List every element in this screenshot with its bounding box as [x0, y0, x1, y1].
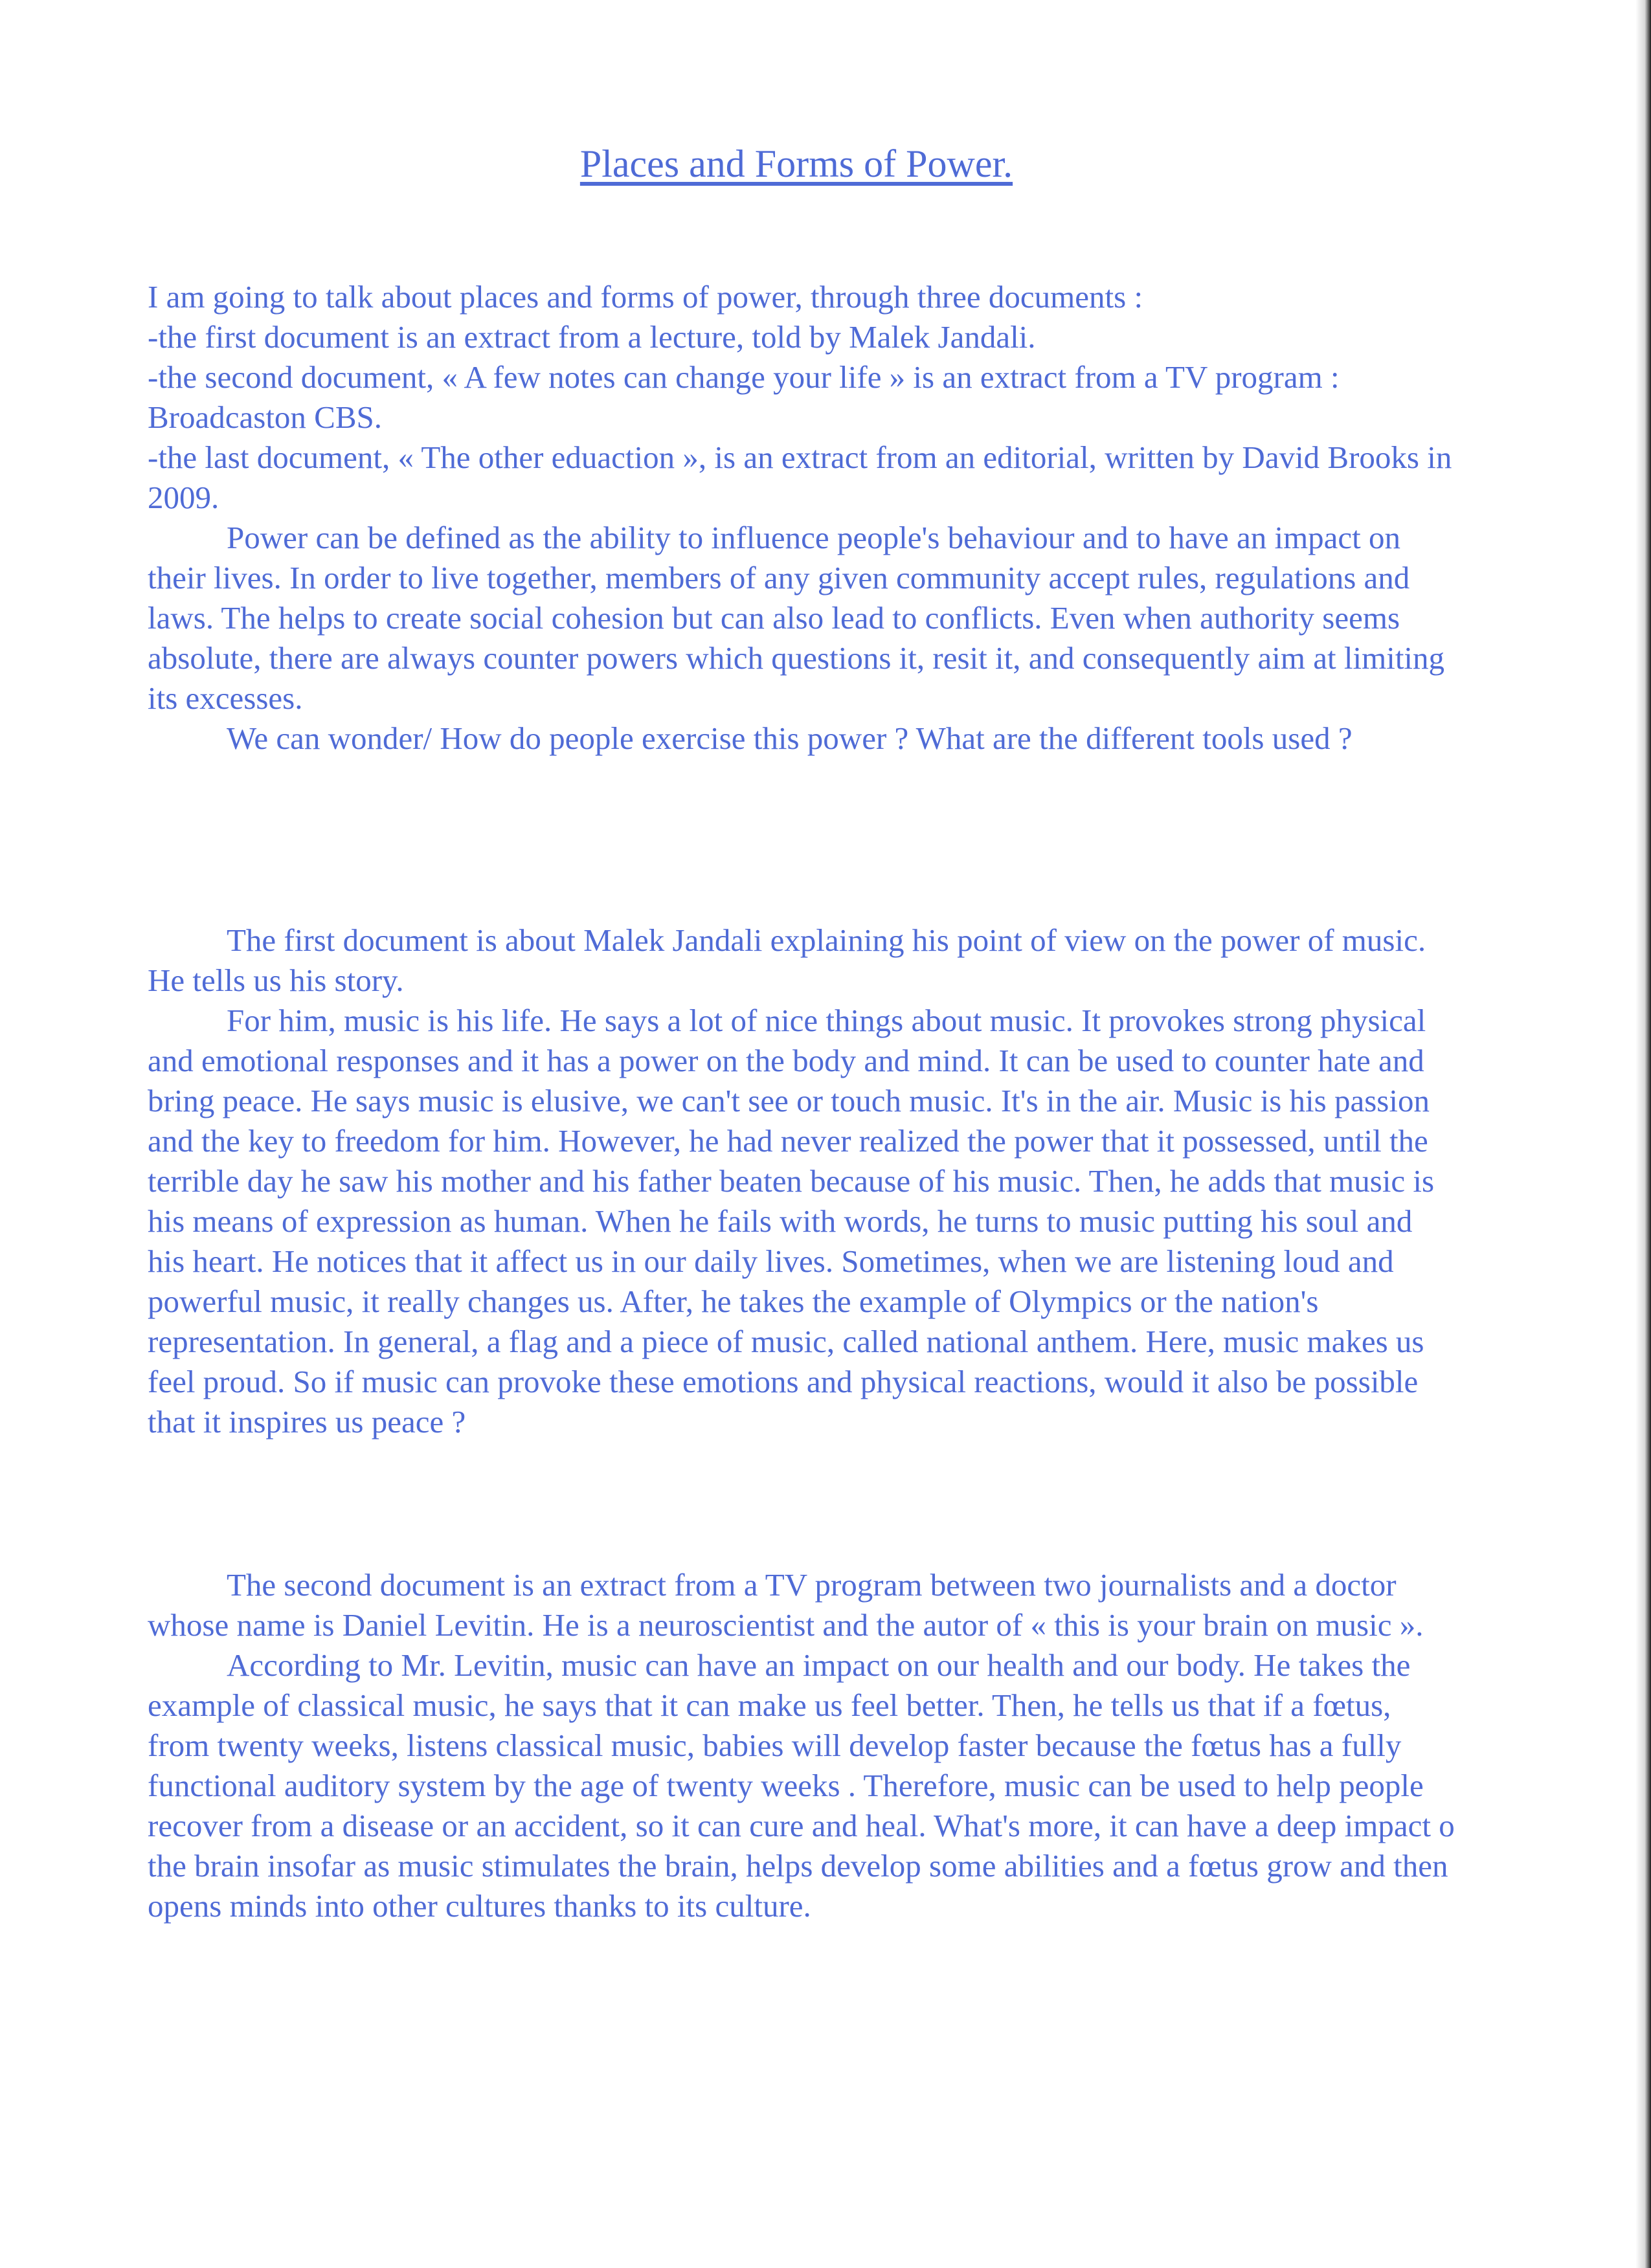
intro-paragraph-power-definition: Power can be defined as the ability to influence people's behaviour and to have an impact on their lives. In order to live together, members of any given community accept rules, regulations and laws. The helps to create social cohesion but can also lead to conflicts. Even when authority seems absolute, there are always counter powers which questions it, resit it, and consequently aim at limiting its excesses.	[148, 520, 1445, 716]
intro-paragraph-questions: We can wonder/ How do people exercise this power ? What are the different tools used ?	[227, 720, 1353, 756]
first-document-section	[148, 920, 1455, 1442]
document-title: Places and Forms of Power.	[579, 142, 1013, 185]
intro-line: -the first document is an extract from a lecture, told by Malek Jandali.	[148, 319, 1036, 355]
doc2-paragraph-intro: The second document is an extract from a TV program between two journalists and a doctor whose name is Daniel Levitin. He is a neuroscientist and the autor of « this is your brain on music ».	[148, 1567, 1424, 1643]
intro-line: I am going to talk about places and forms of power, through three documents :	[148, 279, 1143, 315]
intro-line: -the second document, « A few notes can change your life » is an extract from a TV program : Broadcaston CBS.	[148, 359, 1340, 435]
intro-line: -the last document, « The other eduaction », is an extract from an editorial, written by David Brooks in 2009.	[148, 439, 1452, 515]
doc2-paragraph-body: According to Mr. Levitin, music can have an impact on our health and our body. He takes the example of classical music, he says that it can make us feel better. Then, he tells us that if a fœtus, from twenty weeks, listens classical music, babies will develop faster because the fœtus has a fully functional auditory system by the age of twenty weeks . Therefore, music can be used to help people recover from a disease or an accident, so it can cure and heal. What's more, it can have a deep impact o the brain insofar as music stimulates the brain, helps develop some abilities and a fœtus grow and then opens minds into other cultures thanks to its culture.	[148, 1647, 1455, 1924]
introduction-section	[148, 277, 1455, 759]
scan-edge-shadow	[1635, 0, 1651, 2268]
second-document-section	[148, 1565, 1455, 1926]
doc1-paragraph-body: For him, music is his life. He says a lot of nice things about music. It provokes strong physical and emotional responses and it has a power on the body and mind. It can be used to counter hate and bring peace. He says music is elusive, we can't see or touch music. It's in the air. Music is his passion and the key to freedom for him. However, he had never realized the power that it possessed, until the terrible day he saw his mother and his father beaten because of his music. Then, he adds that music is his means of expression as human. When he fails with words, he turns to music putting his soul and his heart. He notices that it affect us in our daily lives. Sometimes, when we are listening loud and powerful music, it really changes us. After, he takes the example of Olympics or the nation's representation. In general, a flag and a piece of music, called national anthem. Here, music makes us feel proud. So if music can provoke these emotions and physical reactions, would it also be possible that it inspires us peace ?	[148, 1003, 1435, 1440]
doc1-paragraph-intro: The first document is about Malek Jandali explaining his point of view on the power of music. He tells us his story.	[148, 922, 1426, 998]
